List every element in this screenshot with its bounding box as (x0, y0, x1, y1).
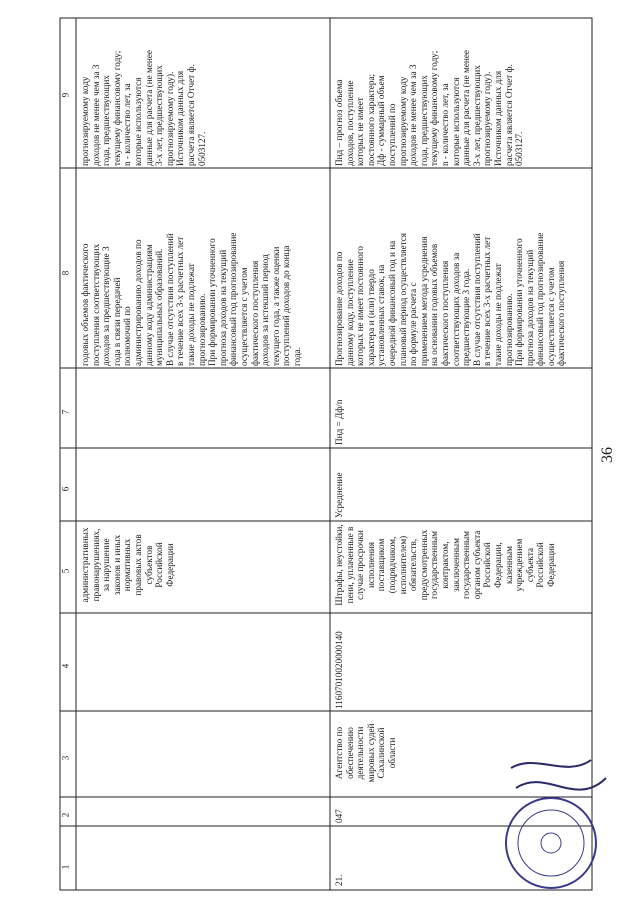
row21-col4: 11607010020000140 (334, 631, 344, 709)
row-top-col5: административных правонарушениях, за нарушение законов и иных нормативных правовых актов субъектов Российской Федерации (80, 527, 175, 603)
header-col-8: 8 (60, 270, 71, 276)
row21-col5: Штрафы, неустойки, пени, уплаченные в случае просрочки исполнения поставщиком (подрядчиком, исполнителем) обязательств, предусмотренных государственным контрактом, заключенным государственным органом субъекта Российской Федерации, казенным учреждением субъекта Российской Федерации (334, 524, 556, 606)
row21-col2: 047 (334, 809, 344, 823)
seal-and-signature (496, 748, 616, 898)
row21-col1: 21. (334, 874, 344, 886)
row21-col3: Агентство по обеспечению деятельности мировых судей Сахалинской области (334, 723, 397, 783)
row21-col9: Пнд – прогноз объема доходов, поступление которых не имеет постоянного характера; Дф - суммарный объем поступлений по прогнозируемому коду доходов не менее чем за 3 года, предшествующих текущему финансовому году; n - количество лет, за которые используются данные для расчета (не менее 3-х лет, предшествующих прогнозируемому году). Источником данных для расчета является Отчет ф. 0503127. (334, 50, 525, 166)
row-top-col9: прогнозируемому коду доходов не менее чем за 3 года, предшествующих текущему финансовому году; n - количество лет, за которые используются данные для расчета (не менее 3-х лет, предшествующих прогнозируемому году). Источником данных для расчета является Отчет ф. 0503127. (80, 50, 207, 166)
header-col-3: 3 (60, 755, 71, 761)
row21-col7: Пнд = Дф/n (334, 399, 344, 445)
header-col-4: 4 (60, 663, 71, 669)
header-col-5: 5 (60, 568, 71, 574)
page-number: 36 (599, 447, 616, 463)
header-col-1: 1 (60, 864, 71, 870)
row21-col8: Прогнозирование доходов по данному коду, поступление которых не имеет постоянного характера и (или) твердо установленных ставок, на очередной финансовый год и на плановый период осуществляется по формуле расчета с применением метода усреднения на основании годовых объемов фактического поступления соответствующих доходов за предшествующие 3 года. В случае отсутствия поступлений в течение всех 3-х расчетных лет такие доходы не подлежат прогнозированию. При формировании уточненного прогноза доходов на текущий финансовый год прогнозирование осуществляется с учетом фактического поступления (334, 232, 567, 366)
header-col-2: 2 (60, 812, 71, 818)
header-col-9: 9 (60, 92, 71, 98)
row21-col6: Усреднение (334, 472, 344, 518)
row-top-col8: годовых объемов фактического поступления соответствующих доходов за предшествующие 3 года в связи передачей полномочий по администрированию доходов по данному коду администрациям муниципальных образований. В случае отсутствия поступлений в течение всех 3-х расчетных лет такие доходы не подлежат прогнозированию. При формировании уточненного прогноза доходов на текущий финансовый год прогнозирование осуществляется с учетом фактического поступления доходов за истекший период текущего года, а также оценки поступлений доходов до конца года. (80, 232, 302, 366)
header-col-7: 7 (60, 409, 71, 415)
header-col-6: 6 (60, 486, 71, 492)
